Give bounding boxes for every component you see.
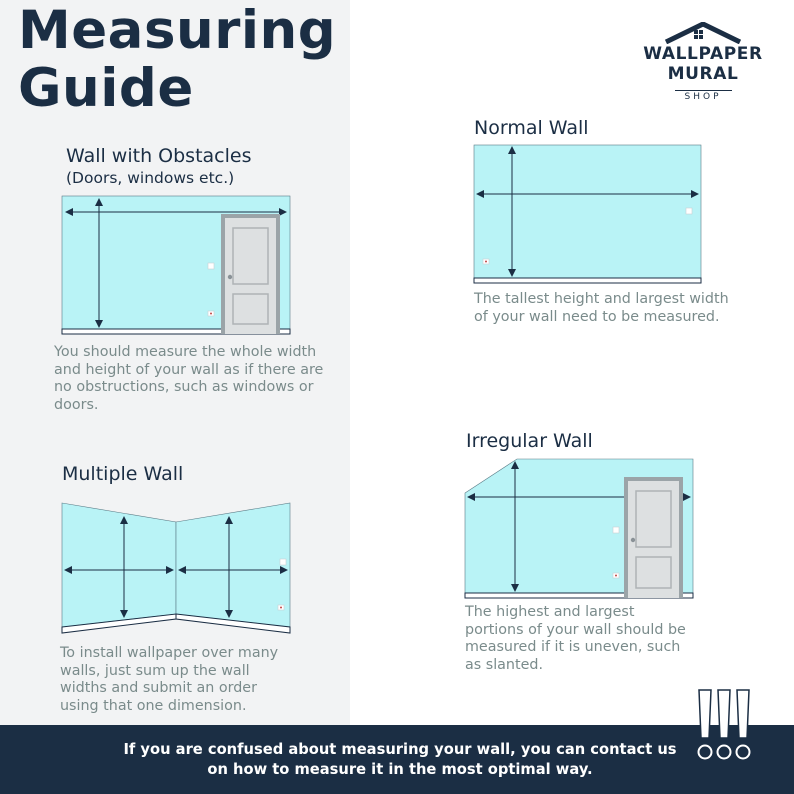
normal-heading: Normal Wall [474,117,589,139]
multiple-heading: Multiple Wall [62,463,184,485]
footer-message: If you are confused about measuring your wall, you can contact us on how to measure it in the most optimal way. [123,741,677,778]
light-switch-icon [280,559,286,565]
multiple-wall-diagram [62,503,290,633]
obstacles-heading: Wall with Obstacles [66,145,252,167]
obstacles-subheading: (Doors, windows etc.) [66,169,235,187]
multiple-description: To install wallpaper over many walls, just sum up the wall widths and submit an order using that one dimension. [60,645,279,714]
title-line-1: Measuring [18,0,337,61]
logo-line-2: MURAL [667,64,739,84]
normal-description: The tallest height and largest width of your wall need to be measured. [474,291,729,325]
obstacles-description: You should measure the whole width and height of your wall as if there are no obstructions, such as windows or doors. [54,344,324,413]
normal-wall-diagram [474,145,701,283]
irregular-wall-diagram [465,459,693,598]
logo-line-3: SHOP [675,90,732,103]
door-icon [624,477,683,598]
logo-line-1: WALLPAPER [643,44,763,64]
irregular-heading: Irregular Wall [466,430,593,452]
title-line-2: Guide [18,58,194,119]
irregular-description: The highest and largest portions of your wall should be measured if it is uneven, such as slanted. [465,604,686,673]
light-switch-icon [613,527,619,533]
obstacles-wall-diagram [62,196,290,334]
door-icon [221,214,280,334]
light-switch-icon [208,263,214,269]
light-switch-icon [686,208,692,214]
